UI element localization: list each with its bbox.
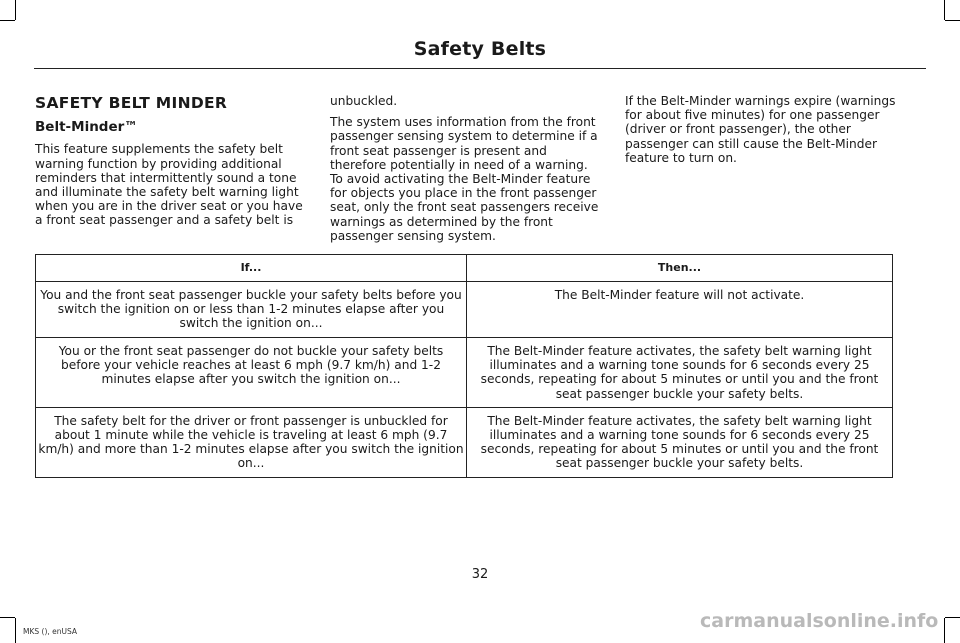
text-column-1 bbox=[35, 94, 307, 235]
paragraph: This feature supplements the safety belt warning function by providing additional reminders that intermittently sound a tone and illuminate the safety belt warning light when you are in the driver seat or you have a front seat passenger and a safety belt is bbox=[35, 142, 303, 228]
footer-model-code: MKS (), enUSA bbox=[23, 627, 78, 636]
column-header-if: If... bbox=[36, 255, 467, 282]
crop-mark bbox=[944, 0, 945, 20]
page-number: 32 bbox=[471, 567, 489, 582]
crop-mark bbox=[0, 617, 15, 618]
paragraph: unbuckled. bbox=[330, 94, 398, 108]
text-column-3 bbox=[625, 94, 897, 172]
crop-mark bbox=[945, 617, 960, 618]
table-header-row bbox=[36, 255, 893, 282]
crop-mark bbox=[944, 618, 945, 643]
table-cell-if: The safety belt for the driver or front passenger is unbuckled for about 1 minute while the vehicle is traveling at least 6 mph (9.7 km/h) and more than 1-2 minutes elapse after you switch the ignition on... bbox=[36, 407, 467, 477]
table-cell-then: The Belt-Minder feature will not activate. bbox=[467, 282, 893, 338]
table-row bbox=[36, 338, 893, 408]
section-subtitle: Belt-Minder™ bbox=[35, 119, 138, 136]
belt-minder-table bbox=[35, 254, 893, 478]
crop-mark bbox=[15, 0, 16, 20]
table-cell-if: You and the front seat passenger buckle your safety belts before you switch the ignition on or less than 1-2 minutes elapse after you switch the ignition on... bbox=[36, 282, 467, 338]
paragraph: If the Belt-Minder warnings expire (warnings for about five minutes) for one passenger (driver or front passenger), the other passenger can still cause the Belt-Minder feature to turn on. bbox=[625, 94, 896, 165]
header-rule bbox=[34, 68, 926, 69]
crop-mark bbox=[0, 20, 15, 21]
column-header-then: Then... bbox=[467, 255, 893, 282]
table-cell-then: The Belt-Minder feature activates, the safety belt warning light illuminates and a warning tone sounds for 6 seconds every 25 seconds, repeating for about 5 minutes or until you and the front seat passenger buckle your safety belts. bbox=[467, 407, 893, 477]
page-header-title: Safety Belts bbox=[413, 38, 547, 60]
section-title: SAFETY BELT MINDER bbox=[35, 94, 228, 112]
text-column-2 bbox=[330, 94, 603, 250]
paragraph: The system uses information from the front passenger sensing system to determine if a front seat passenger is present and therefore potentially in need of a warning. To avoid activating the Belt-Minder feature for objects you place in the front passenger seat, only the front seat passengers receive warnings as determined by the front passenger sensing system. bbox=[330, 115, 599, 243]
crop-mark bbox=[945, 20, 960, 21]
crop-mark bbox=[15, 618, 16, 643]
table-cell-then: The Belt-Minder feature activates, the safety belt warning light illuminates and a warning tone sounds for 6 seconds every 25 seconds, repeating for about 5 minutes or until you and the front seat passenger buckle your safety belts. bbox=[467, 338, 893, 408]
table-row bbox=[36, 407, 893, 477]
watermark: carmanualsonline.info bbox=[700, 610, 939, 632]
table-row bbox=[36, 282, 893, 338]
table-cell-if: You or the front seat passenger do not buckle your safety belts before your vehicle reaches at least 6 mph (9.7 km/h) and 1-2 minutes elapse after you switch the ignition on... bbox=[36, 338, 467, 408]
